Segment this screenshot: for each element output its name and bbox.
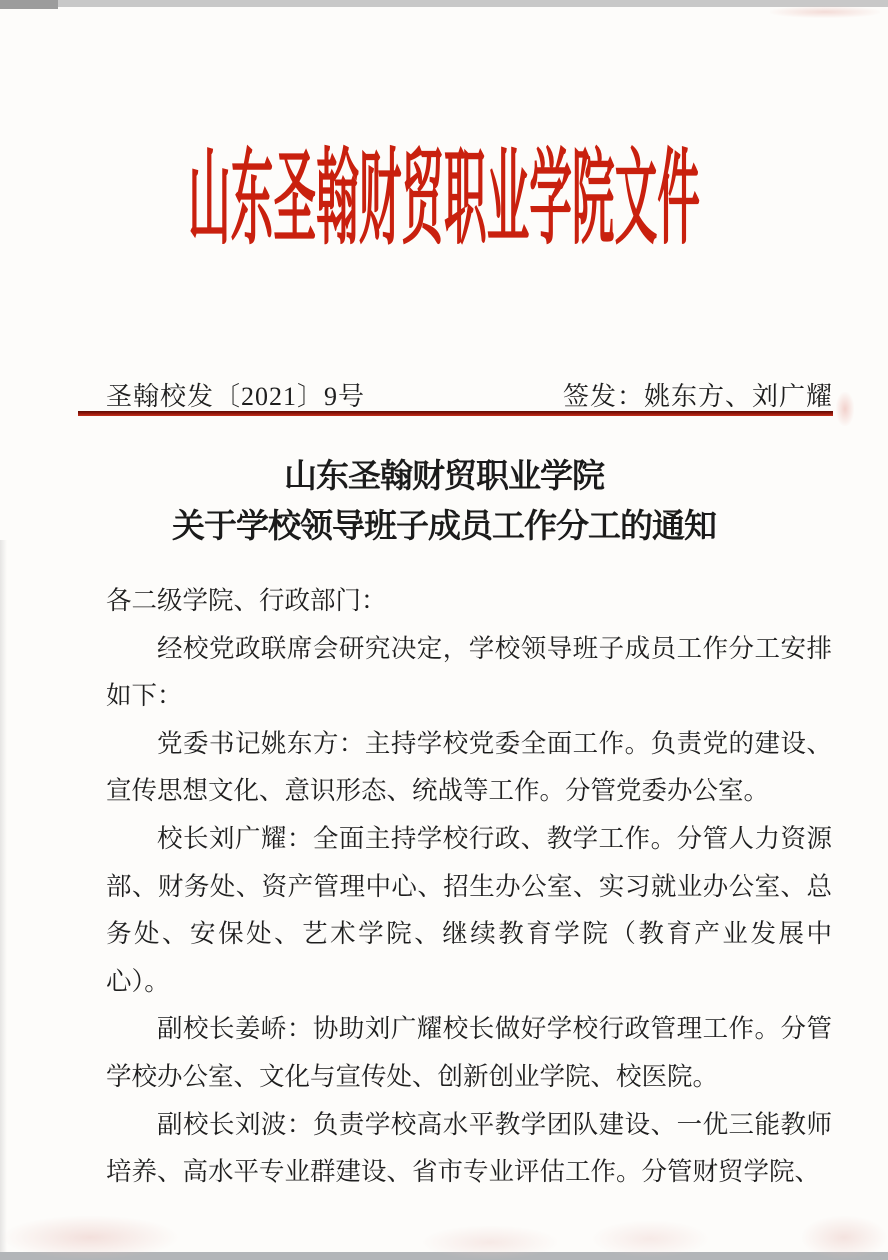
scan-edge-top <box>0 0 888 7</box>
scan-edge-bottom <box>0 1252 888 1260</box>
scan-blotch <box>770 6 880 18</box>
salutation: 各二级学院、行政部门： <box>106 586 387 615</box>
scan-blotch <box>836 392 854 426</box>
scan-edge-left <box>0 540 7 1252</box>
document-title <box>0 452 888 552</box>
document-title-line1: 山东圣翰财贸职业学院 <box>284 459 604 495</box>
body-paragraph: 副校长刘波：负责学校高水平教学团队建设、一优三能教师培养、高水平专业群建设、省市专业评估工作。分管财贸学院、 <box>106 1109 832 1187</box>
document-number: 圣翰校发〔2021〕9号 <box>106 382 366 411</box>
body-paragraph: 经校党政联席会研究决定，学校领导班子成员工作分工安排如下： <box>106 633 832 711</box>
body-paragraph: 校长刘广耀：全面主持学校行政、教学工作。分管人力资源部、财务处、资产管理中心、招生办公室、实习就业办公室、总务处、安保处、艺术学院、继续教育学院（教育产业发展中心）。 <box>106 823 832 996</box>
document-meta-row <box>106 382 833 412</box>
letterhead-text: 山东圣翰财贸职业学院文件 <box>188 142 700 257</box>
scan-edge-top-left <box>0 0 58 9</box>
document-body <box>106 577 832 1196</box>
document-title-line2: 关于学校领导班子成员工作分工的通知 <box>172 509 716 545</box>
body-paragraph: 党委书记姚东方：主持学校党委全面工作。负责党的建设、宣传思想文化、意识形态、统战等工作。分管党委办公室。 <box>106 728 832 806</box>
red-separator-line <box>78 411 833 416</box>
issuer-signoff: 签发：姚东方、刘广耀 <box>562 382 833 411</box>
red-letterhead-banner <box>0 140 888 260</box>
body-paragraph: 副校长姜峤：协助刘广耀校长做好学校行政管理工作。分管学校办公室、文化与宣传处、创新创业学院、校医院。 <box>106 1014 832 1091</box>
